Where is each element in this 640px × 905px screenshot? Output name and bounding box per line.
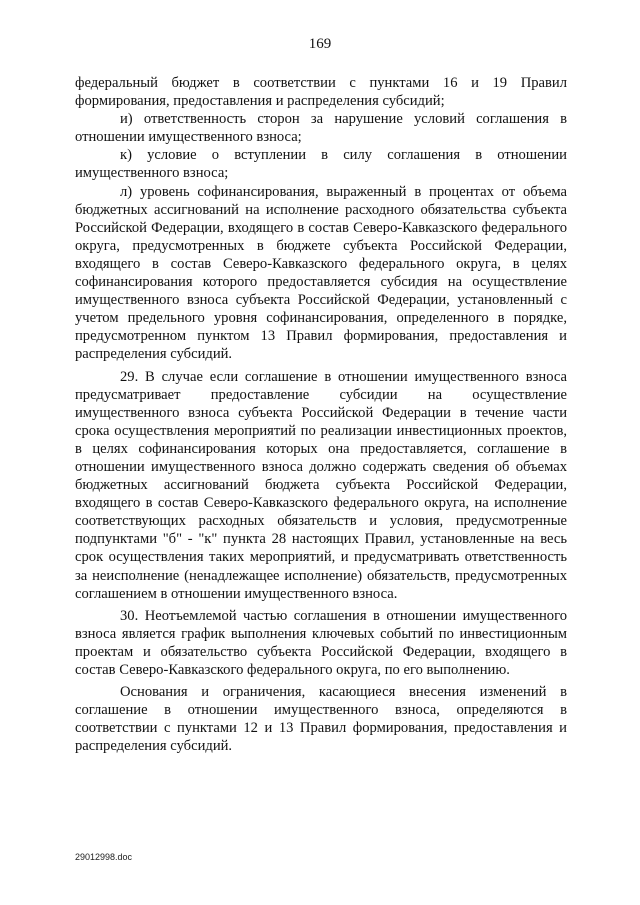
paragraph-29: 29. В случае если соглашение в отношении имущественного взноса предусматривает предоставление субсидии на осуществление имущественного взноса субъекта Российской Федерации в течение части срока осуществления мероприятий по реализации инвестиционных проектов, в целях софинансирования которых она предоставляется, соглашение в отношении имущественного взноса должно содержать сведения об объемах бюджетных ассигнований бюджета субъекта Российской Федерации, входящего в состав Северо-Кавказского федерального округа, на исполнение соответствующих расходных обязательств и условия, предусмотренные подпунктами "б" - "к" пункта 28 настоящих Правил, установленные на весь срок осуществления таких мероприятий, и предусматривать ответственность за неисполнение (ненадлежащее исполнение) обязательств, предусмотренных соглашением в отношении имущественного взноса.	[75, 368, 567, 602]
paragraph-item-i: и) ответственность сторон за нарушение условий соглашения в отношении имущественного взноса;	[75, 111, 567, 146]
paragraph-continuation: федеральный бюджет в соответствии с пунктами 16 и 19 Правил формирования, предоставления и распределения субсидий;	[75, 75, 567, 110]
paragraph-amendments: Основания и ограничения, касающиеся внесения изменений в соглашение в отношении имущественного взноса, определяются в соответствии с пунктами 12 и 13 Правил формирования, предоставления и распределения субсидий.	[75, 684, 567, 755]
paragraph-item-k: к) условие о вступлении в силу соглашения в отношении имущественного взноса;	[75, 147, 567, 182]
paragraph-item-l: л) уровень софинансирования, выраженный в процентах от объема бюджетных ассигнований на исполнение расходного обязательства субъекта Российской Федерации, входящего в состав Северо-Кавказского федерального округа, предусмотренных в бюджете субъекта Российской Федерации, входящего в состав Северо-Кавказского федерального округа, в целях софинансирования которого предоставляется субсидия на осуществление имущественного взноса субъекта Российской Федерации, установленный с учетом предельного уровня софинансирования, определенного в порядке, предусмотренном пунктом 13 Правил формирования, предоставления и распределения субсидий.	[75, 183, 567, 363]
page-number: 169	[308, 36, 332, 52]
file-name-footer: 29012998.doc	[75, 852, 133, 862]
paragraph-30: 30. Неотъемлемой частью соглашения в отношении имущественного взноса является график выполнения ключевых событий по инвестиционным проектам и обязательство субъекта Российской Федерации, входящего в состав Северо-Кавказского федерального округа, по его выполнению.	[75, 607, 567, 678]
document-body	[75, 74, 567, 755]
